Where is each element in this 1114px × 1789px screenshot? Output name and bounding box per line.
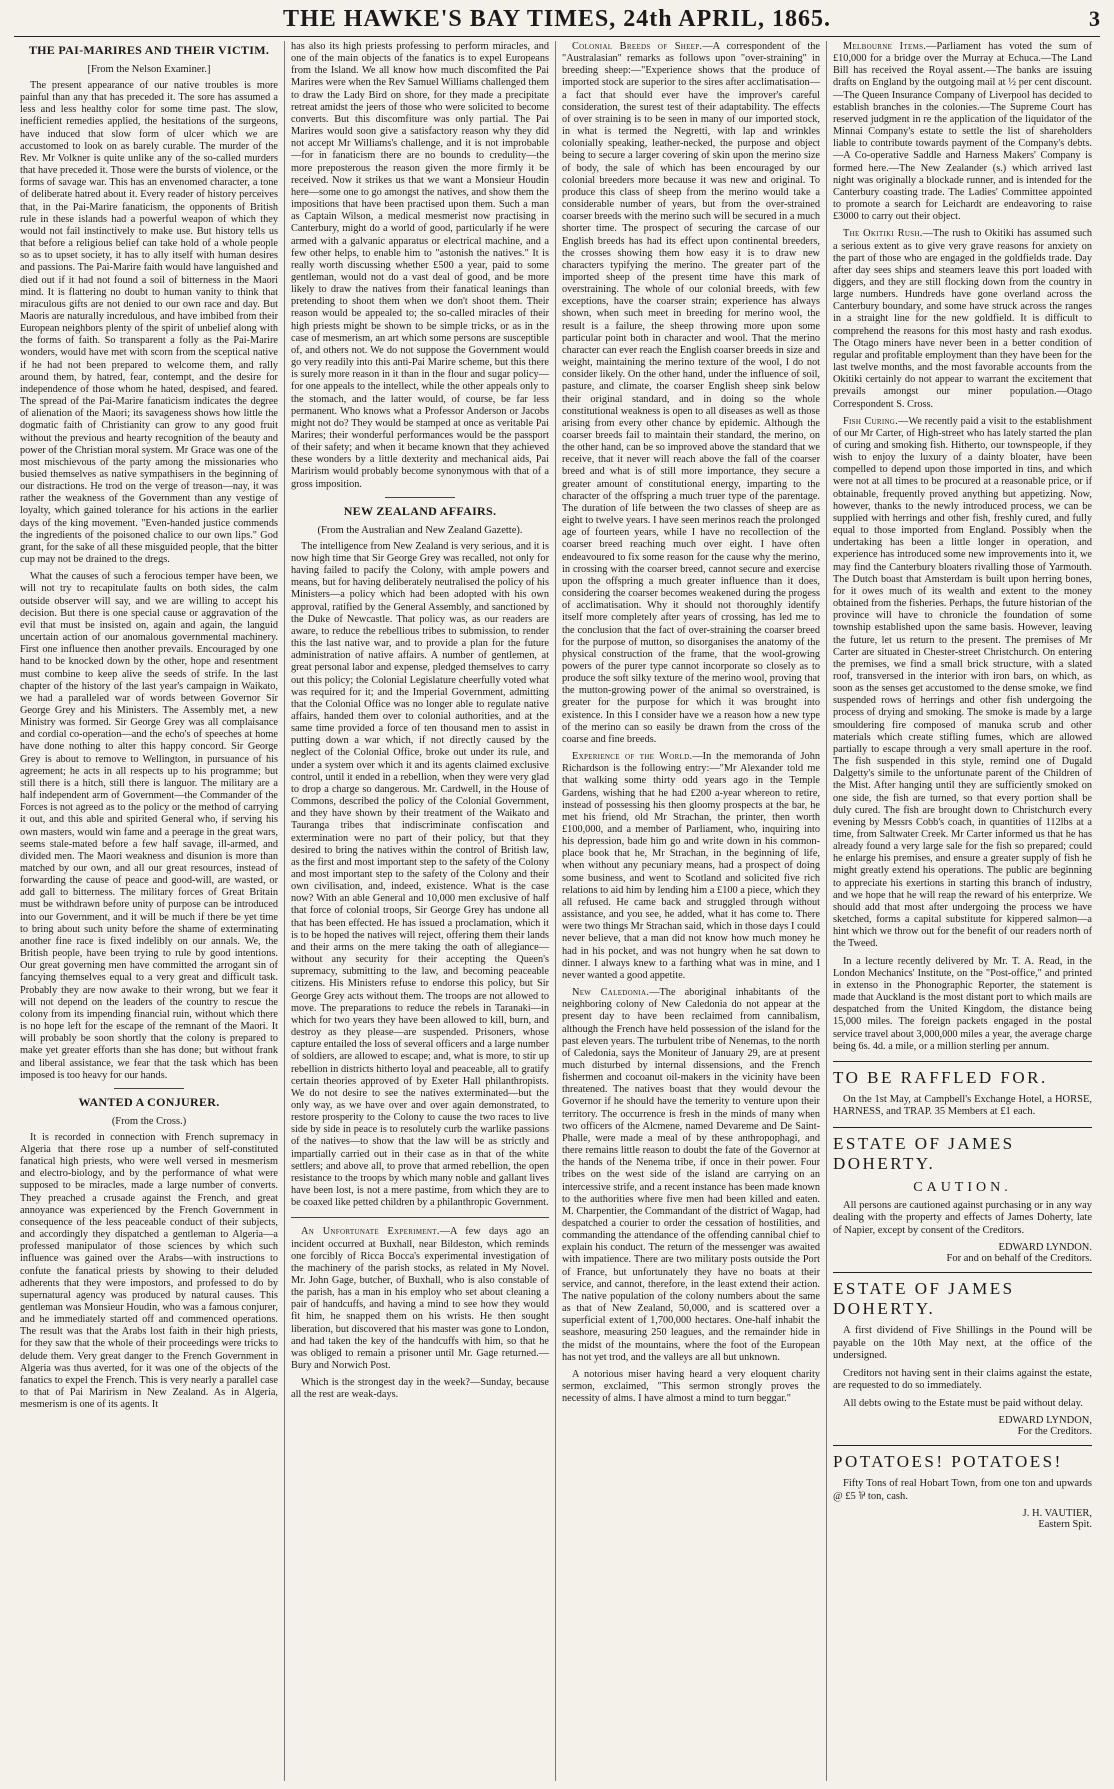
article-headline: WANTED A CONJURER. (78, 1094, 220, 1109)
news-item-lead: Colonial Breeds of Sheep. (572, 41, 703, 52)
news-item-body: —In the memoranda of John Richardson is the following entry:—"Mr Alexander told me that walking some thirty odd years ago in the Temple Gardens, wishing that he had £200 a-year whereon to retire, instead of possessing his then gloomy prospects at the bar, he met his friend, old Mr Strachan, the printer, then worth £100,000, and a member of Parliament, who, inquiring into his depression, bade him go and write down in his common-place book that he, Mr Strachan, in the beginning of life, when without any pecuniary means, had a prospect of doing some business, and went to Scotland and solicited five rich relations to aid him by lending him a £100 a piece, which they all refused. He came back and struggled through without assistance, and you see, he added, what it has come to. There were two things Mr Strachan said, which in those days I could never believe, that a man did not know how much money he had in his pocket, and was not hungry when he sat down to dinner. I always knew to a farthing what was in mine, and I never wanted a good appetite. (562, 751, 821, 981)
news-item-lead: Fish Curing. (843, 415, 899, 427)
ad-body: A first dividend of Five Shillings in the Pound will be payable on the 10th May next, at the office of the undersigned. (833, 1325, 1092, 1362)
columns (14, 41, 1100, 1781)
column-1 (14, 41, 285, 1781)
divider (114, 1088, 184, 1089)
masthead (14, 6, 1100, 37)
advertisement-estate-dividend (833, 1272, 1092, 1437)
news-item (291, 1226, 549, 1372)
news-item-body: —Parliament has voted the sum of £10,000 for a bridge over the Murray at Echuca.—The Land Bill has received the Royal assent.—The banks are issuing drafts on England by the outgoing mail at ½ per cent discount.—The Queen Insurance Company of Liverpool has decided to establish branches in the colonies.—The Supreme Court has reserved judgment in re the application of the liquidator of the Minnai Company's estate to settle the list of shareholders liable to contribute towards payment of the Company's debts.—A Co-operative Saddle and Harness Makers' Company is formed here.—The New Zealander (s.) which arrived last night was originally a blockade runner, and is intended for the Canterbury coasting trade. The Ladies' Committee appointed to promote a search for Leichardt are endeavoring to raise £3000 to carry out their object. (833, 41, 1092, 223)
page-number: 3 (1089, 6, 1100, 31)
news-item (833, 416, 1092, 951)
divider (385, 497, 455, 498)
news-item-body: —We recently paid a visit to the establishment of our Mr Carter, of High-street who has lately started the plan of curing and smoking fish. Hitherto, our townspeople, if they wish to enjoy the luxury of a dainty bloater, have been compelled to depend upon those imported in tins, and which were not at all times to be procured at a reasonable price, or if obtainable, frequently proved anything but appetizing. Now, however, thanks to the newly introduced process, we can be supplied with herrings and other fish, freshly cured, and fully equal to those imported from England. Possibly when the undertaking has been a little longer in operation, and experience has introduced some new improvements into it, we may find the Canterbury bloaters rivalling those of Yarmouth. The Dutch boast that Amsterdam is built upon herring bones, for it owes much of its wealth and extent to the money obtained from the fisheries. Perhaps, the future historian of the province will have to chronicle the foundation of some township established upon the same basis. However, leaving the future, let us return to the present. The premises of Mr Carter are situated in Chester-street Christchurch. On entering the premises, we find a small brick structure, with a slated roof, transversed in the interior with iron bars, on which, as soon as the senses get accustomed to the dense smoke, we find suspended rows of herrings and other fish undergoing the process of drying and smoking. The smoke is made by a large smouldering fire composed of manuka scrub and other materials which create stifling fumes, which are allowed partially to escape through a very small aperture in the roof. The fish suspended in this style, remind one of Dugald Dalgetty's simile to the unfortunate parent of the Children of the Mist. After hanging until they are sufficiently smoked on one side, the fish are turned, so that every portion shall be duly cured. The fish are brought down to Christchurch every evening by Messrs Cobb's coach, in quantities of 112lbs at a time, from Saltwater Creek. Mr Carter informed us that he has already found a very large sale for the fish so prepared; could he enlarge his premises, and ensure a greater supply of fish he might greatly extend his operations. The public are beginning to appreciate his exertions in starting this branch of industry, and we hope that he will reap the reward of his enterprize. We should add that most after undergoing the process we have sketched, forms a capital substitute for kippered salmon—a hint which we throw out for the benefit of our readers north of the Tweed. (833, 415, 1092, 950)
ad-body: Creditors not having sent in their claims against the estate, are requested to do so immediately. (833, 1367, 1092, 1392)
article-headline: THE PAI-MARIRES AND THEIR VICTIM. (28, 43, 270, 57)
news-item (562, 751, 820, 982)
news-item: In a lecture recently delivered by Mr. T. A. Read, in the London Mechanics' Institute, on the "Post-office," and printed in extenso in the Phonographic Reporter, the statement is made that Auckland is the most distant port to which mails are despatched from the United Kingdom, the distance being 15,000 miles. The foreign packets engaged in the postal service travel about 3,000,000 miles a year, the average charge being 6s. 4d. a mile, or a million sterling per annum. (833, 955, 1092, 1052)
article-source: (From the Cross.) (111, 1115, 187, 1127)
article-headline: NEW ZEALAND AFFAIRS. (343, 503, 497, 518)
ad-subheading: CAUTION. (913, 1179, 1012, 1195)
ad-signature: EDWARD LYNDON. (998, 1242, 1092, 1254)
news-item-body: —The aboriginal inhabitants of the neighboring colony of New Caledonia do not appear at the present day to have been reclaimed from cannibalism, although the French have held possession of the island for the past eleven years. The turbulent tribe of Nenemas, to the north of Caledonia, says the Moniteur of January 29, are at present much disturbed by internal dissensions, and the French fishermen and cocoanut oil-makers in the vicinity have been threatened. The natives boast that they would devour the Governor if he should have the temerity to venture upon their territory. The occurrence is fresh in the minds of many when two officers of the Alcmene, named Devareme and De Saint-Phalle, were made a meal of by these anthropophagi, and there remains little reason to doubt the fate of the Governor at the hands of the Nenema tribe, if once in their power. Four tribes on the west side of the island are carrying on an intercessive strife, and a recent instance has been made known to the authorities where five men had been killed and eaten. M. Charpentier, the Commandant of the district of Wagap, had despatched a courier to order the cessation of hostilities, and commanding the attendance of the offending cannibal chief to explain his conduct. The return of the messenger was awaited with impatience. There are two military posts outside the Port of France, but unfortunately they have no boats at their service, and cannot, therefore, in the least extend their action. The native population of the colony numbers about the same as that of New Zealand, 50,000, and is scattered over a superficial extent of 1,700,000 hectares. One-half inhabit the seashore, measuring 250 leagues, and the remainder hide in the midst of the mountains, where the foot of the European has not yet trod, and the valleys are all but unknown. (562, 987, 820, 1363)
ad-heading: POTATOES! POTATOES! (833, 1452, 1063, 1472)
ad-heading: TO BE RAFFLED FOR. (833, 1067, 1048, 1087)
ad-heading: ESTATE OF JAMES DOHERTY. (833, 1279, 1015, 1319)
divider (291, 1217, 549, 1218)
advertisement-raffle (833, 1061, 1092, 1119)
article-paragraph: It is recorded in connection with French supremacy in Algeria that there rose up a number of self-constituted fanatical high priests, who were well versed in mesmerism and electro-biology, and by the performance of what were supposed to be miracles, made a large number of converts. They preached a crusade against the French, and great annoyance was experienced by the French Government in consequence of the less peaceable conduct of their subjects, and accordingly they dispatched a gentleman to Algeria—a professed manipulator of those sciences by which such influence was gained over the Arabs—with instructions to confute the fanatical priests by showing to their deluded adherents that they were impostors, and professed to do by supernatural agency was produced by natural causes. This gentleman was Monsieur Houdin, who was a famous conjurer, and he immediately started off and commenced operations. The result was that the Arabs lost faith in their high priests, for they saw that the whole of their proceedings were tricks to delude them. Very great danger to the French Government in Algeria was thus averted, for it was one of the objects of the fanatics to expel the French. This is very nearly a parallel case to that of Pai Marirism in New Zealand. As in Algeria, mesmerism is one of its agents. It (20, 1131, 278, 1411)
article-paragraph: What the causes of such a ferocious temper have been, we will not try to recapitulate faults on both sides, the calm outside observer will say, and we are willing to accept his decision. But there is one special cause or aggravation of the evil that must be insisted on, again and again, the languid uncertain action of our anomalous governmental machinery. First one influence then another prevails. Encouraged by one hand to be knocked down by the other, hope and resentment must combine to keep alive the seeds of strife. In the last chapter of the history of the last year's campaign in Waikato, we had a paralleled war of words between Governor Sir George Grey and his Ministers. The Assembly met, a new Ministry was formed. Sir George Grey was all complaisance and cordial co-operation—and the echo's of speeches at home have done nothing to alter this happy concord. Sir George Grey is about to remove to Wellington, in pursuance of his agreement; he acts in all respects up to his programme; but still there is a hitch, still there is languor. The military are a half independent arm of Government—the Commander of the Forces is not agreed as to the policy or the method of carrying it out, and this able and spirited General who, if serving his own masters, would win fame and a peerage in the great wars, seems stale-mated before a few half savage, ill-armed, and divided men. The Maori weakness and disunion is more than matched by our own, and all our great resources, instead of forwarding the cause of peace and good-will, are wasted, or add gall to bitterness. The military forces of Great Britain must be withdrawn before unity of purpose can be introduced into our Government, and it will be much if there be yet time to bring about such unity before the shame of exterminating another fine race is fixed indelibly on our annals. We, the British people, have been trying to rule by good intentions. Our great governing men have committed the arrogant sin of fancying themselves equal to a very great and difficult task. Probably they are now awake to their wrong, but we fear it will not depend on the leaders of the country to rescue the colony from its impending financial ruin, without which there is no hope left for the escape of the remnant of the Maori. It will probably be soon shortly that the colony is prepared to make yet greater efforts than she has done; but without frank and liberal assistance, we fear that the task which has been imposed is too heavy for our hands. (20, 571, 278, 1081)
ad-body: On the 1st May, at Campbell's Exchange Hotel, a HORSE, HARNESS, and TRAP. 35 Members at £1 each. (833, 1093, 1092, 1118)
ad-body: All persons are cautioned against purchasing or in any way dealing with the property and effects of James Doherty, late of Napier, except by consent of the Creditors. (833, 1199, 1092, 1236)
article-source: [From the Nelson Examiner.] (87, 64, 211, 75)
news-item-lead: Melbourne Items. (843, 41, 927, 52)
news-item-body: —The rush to Okitiki has assumed such a serious extent as to give very grave reasons for anxiety on the part of those who are engaged in the goldfields trade. Day after day sees ships and steamers leave this port loaded with diggers, and they are still flocking down from the country in large numbers. Hundreds have gone overland across the Canterbury boundary, and some have struck across the ranges in a straight line for the new goldfield. It is difficult to comprehend the reasons for this most hasty and rash exodus. The Otago miners have never been in a better condition of regular and profitable employment than they have been for the last twelve months, and the most favorable accounts from the Okitiki certainly do not appear to warrant the excitement that prevails amongst our miner population.—Otago Correspondent S. Cross. (833, 228, 1092, 410)
news-item-lead: An Unfortunate Experiment. (301, 1226, 440, 1238)
article-source: (From the Australian and New Zealand Gazette). (317, 524, 523, 536)
news-item-lead: New Caledonia. (572, 987, 650, 999)
ad-heading: ESTATE OF JAMES DOHERTY. (833, 1133, 1015, 1173)
news-item: Which is the strongest day in the week?—Sunday, because all the rest are weak-days. (291, 1377, 549, 1401)
ad-body: Fifty Tons of real Hobart Town, from one ton and upwards @ £5 ⅌ ton, cash. (833, 1478, 1092, 1502)
ad-signature-note: For the Creditors. (1017, 1426, 1092, 1438)
news-item (833, 41, 1092, 223)
advertisement-estate-caution (833, 1127, 1092, 1265)
news-item-body: —A correspondent of the "Australasian" remarks as follows upon "over-straining" in breeding sheep:—"Experience shows that the produce of imported stock are superior to the sires after acclimatisation—a fact that should ever have the improver's careful consideration, the surest test of their adaptability. The effects of over straining is to be seen in many of our imported stock, in what is termed the Negretti, with lap and wrinkles colonially speaking, leather-necked, the purpose and object being to secure a larger covering of skin upon the merino size of body, the sale of which has been encouraged by our colonial breeders more because it was new and original. To produce this class of sheep from the merino would take a considerable number of years, but from the over-strained coarser breeds with the merino such will be secured in a much shorter time. The prospect of securing the carcase of our English breeds has had its effect upon continental breeders, the crosses showing them how easy it is to draw new characters typifying the merino. The greater part of the imported sheep of the present time have this mark of overstraining. The whole of our colonial breeds, with few exceptions, have the coarser strain; experience has always shown, when such meet in breeding for merino wool, the result is a failure, the sheep throwing more upon some particular point both in character and wool. That the merino character can ever reach the English coarser breeds in size and weight, maintaining the merino texture of the wool, I do not consider likely. On the other hand, under the influence of soil, pasture, and climate, the coarser English sheep sink below their original standard, and in doing so the whole constitutional weakness is open to all diseases as well as those arising from every other chance by epidemic. Although the coarser breeds fail to maintain their standard, the merino, on the other hand, can be so improved above the standard that we receive, that it never will reach above the fall of the coarser breed and what is of still more importance, they secure a greater amount of constitutional energy, imparting to the character of the offspring a much truer type of the parentage. The duration of life between the two classes of sheep are as eight to twelve years. I have seen merinos reach the prolonged age of fourteen years, while I have no recollection of the coarser breed reaching much over eight. I have often endeavoured to fix some reason for the cause why the merino, in crossing with the coarser breed, cannot secure and exercise upon the offspring a much greater influence than it does, considering the coarser becomes weakened during the progess of acclimatisation. Why it should not thoroughly identify itself more completely after years of crossing, has led me to the conclusion that the fact of over-straining the coarser breed for the purpose of mutton, so disorganises the anatomy of the physical construction of the frame, that the wool-growing powers of the purer type cannot incorporate so closely as to produce the soft silky texture of the merino wool, proving that the mutton-growing power of the animal so overstrained, is greater for the purpose for which it was brought into existence. In this I consider have we a reason how a new type of the merino can so easily be drawn from the cross of the coarse and fine breeds. (562, 41, 821, 745)
article-paragraph: has also its high priests professing to perform miracles, and one of the main objects of the fanatics is to expel Europeans from the Island. We all know how much discomfited the Pai Marires were when the Rev Samuel Williams challenged them to draw the Lady Bird on shore, for they made a precipitate retreat amidst the jeers of those who were solicited to become converts. But this discomfiture was only partial. The Pai Marires would soon give a satisfactory reason why they did not accept Mr Williams's challenge, and it is not improbable—for in fanaticism there are no bounds to credulity—the more preposterous the reason given the more firmly it be received. Now it strikes us that we want a Monsieur Houdin here—some one to go amongst the natives, and show them the impositions that have been practised upon them. Such a man as Captain Wilson, a medical mesmerist now practising in Canterbury, might do a world of good, particularly if he were armed with a galvanic apparatus or electrical machine, and a few other helps, to enable him to "astonish the natives." It is really worth discussing whether £500 a year, paid to some gentleman, would not do a vast deal of good, and be more likely to draw the natives from their fanatical leanings than pretending to shoot them when we don't shoot them. Their reason would be appealed to; the so-called miracles of their high priests might be shown to be simple tricks, or as in the case of mesmerism, an art which some persons are susceptible of, and others not. We do not suppose the Government would go very readily into this anti-Pai Marire scheme, but this there is surely more reason in it than in the flour and sugar policy—for one appeals to the intellect, while the other appeals only to the stomach, and the latter would, of course, be far less permanent. Who knows what a Professor Anderson or Jacobs might not do? They would be stamped at once as veritable Pai Marires; their wonderful performances would be the passport of their safety; and when it became known that they achieved these wonders by a little dexterity and mechanical aids, Pai Marirism would probably become synonymous with that of a gross imposition. (291, 41, 549, 490)
ad-body: All debts owing to the Estate must be paid without delay. (843, 1397, 1083, 1409)
news-item: A notorious miser having heard a very eloquent charity sermon, exclaimed, "This sermon strongly proves the necessity of alms. I have almost a mind to turn beggar." (562, 1368, 820, 1405)
column-2 (285, 41, 556, 1781)
masthead-title: THE HAWKE'S BAY TIMES, 24th APRIL, 1865. (283, 6, 831, 32)
ad-signature-note: Eastern Spit. (1038, 1519, 1092, 1531)
column-4 (827, 41, 1098, 1781)
news-item (833, 228, 1092, 410)
news-item (562, 41, 820, 746)
article-paragraph: The intelligence from New Zealand is very serious, and it is now high time that Sir George Grey was recalled, not only for having failed to pacify the Colony, with ample powers and means, but for having deliberately neutralised the policy of his Ministers—a policy which had been adopted with his own approval, ratified by the General Assembly, and sanctioned by the Duke of Newcastle. That policy was, as our readers are aware, to reduce the rebellious tribes to submission, to render this the last native war, and to provide a plan for the future administration of native affairs. A number of gentlemen, at great personal labor and expense, pledged themselves to carry out this policy; the Colonial Legislature cheerfully voted what was required for it; and the Imperial Government, admitting that the Colonial Office was no longer able to regulate native affairs, handed them over to colonial authorities, and at the same time provided a force of ten thousand men to assist in putting down a war which, if not directly caused by the neglect of the Colonial Office, broke out under its rule, and under a system over which it and its agents claimed exclusive control, until it ended in a rebellion, when they were very glad to drop a charge so dangerous. Mr. Cardwell, in the House of Commons, described the policy of the Colonial Government, and they have shown by their treatment of the Waikato and Tauranga tribes that indiscriminate confiscation and extermination were no part of their policy, but that they desired to bring the natives within the control of British law, as the first and most important step to the safety of the Colony and most important step to the safety of the Colony and their own civilisation, and, indeed, existence. What is the case now? With an able General and 10,000 men exclusive of half that force of colonial troops, Sir George Grey has undone all that has been effected. He has issued a proclamation, which it is to be hoped the natives will reject, offering them their lands and their arms on the mere taking the oath of allegiance—without any security for their accepting the Queen's supremacy, submitting to the law, and becoming peaceable citizens. His Ministers refuse to endorse this policy, but Sir George Grey acts without them. The troops are not allowed to move. The preparations to reduce the rebels in Taranaki—in which for two years they have been allowed to kill, burn, and destroy as they please—are suspended. Prisoners, whose capture entailed the loss of several officers and a large number of soldiers, are allowed to escape; and, what is more, to stir up rebellion in districts hitherto loyal and peaceable, all to gratify certain theories approved of by Exeter Hall philanthropists. We do not desire to see the natives exterminated—but the only way, as we have over and over again demonstrated, to restore prosperity to the Colony to cause the two races to live side by side in peace is to resolutely curb the warlike passions of the natives—to show that the law will be as strictly and impartially carried out in their case as in that of the white settlers; and above all, to prove that armed rebellion, the open resistance to the troops by which many noble and gallant lives have been lost, is not a mere pastime, from which they are to be coaxed like petted children by a philanthropic Government. (291, 540, 549, 1209)
advertisement-potatoes (833, 1445, 1092, 1530)
article-paragraph: The present appearance of our native troubles is more painful than any that has preceded it. The sore has assumed a less and less healthy color for some time past. The slow, inefficient remedies applied, the hesitations of the surgeons, have induced that slow form of ulcer which we are accustomed to look on as barely curable. The murder of the Rev. Mr Volkner is quite unlike any of the so-called murders that have preceded it. Those were the bursts of violence, or the forms of savage war. This has an envenomed character, a tone of deliberate hatred about it. Every reader of history perceives that, in the Pai-Marire fanaticism, the opponents of British rule in these islands had a powerful weapon of which they would not fail instinctively to make use. But history tells us that before a religious belief can take hold of a whole people so as to upset society, it has to ally itself with human desires and passions. The Pai-Marire faith would have languished and died out if it had not found a soil of bitterness in the Maori mind. It is flattering no doubt to human vanity to think that miraculous gifts are not denied to our own race and day. But Maoris are naturally incredulous, and have imbibed from their European neighbors plenty of the spirit of unbelief along with the forms of faith. So transparent a folly as the Pai-Marire wonders, would have met with scorn from the sceptical native if he had not been prepared to welcome them, and rally around them, by hatred, fear, contempt, and the desire for independence of those whom he hated, despised, and feared. The spread of the Pai-Marire fanaticism indicates the degree of alienation of the Maori; its savageness shows how little the dogmatic faith of Christianity can grow to any good fruit without the previous and hearty recognition of the beauty and power of the Christian moral system. Mr Grace was one of the most mischievous of the party among the missionaries who busied themselves as native sympathisers in the beginning of our distractions. He trod on the verge of treason—nay, it was rather the weakness of the Government than any vestige of loyalty, which gained tolerance for his actions in the earlier days of the king movement. "Even-handed justice commends the ingredients of the poisoned chalice to our own lips." God grant, for the sake of all these misguided people, that the bitter cup may not be drained to the dregs. (20, 80, 278, 566)
news-item-body: —A few days ago an incident occurred at Buxhall, near Bildeston, which reminds one forcibly of Ricca Bocca's experimental investigation of the machinery of the parish stocks, as related in My Novel. Mr. John Gage, butcher, of Buxhall, who is also constable of the parish, has a man in his employ who set about cleaning a pair of handcuffs, and having a mind to see how they would fit him, he snapped them on his wrists. He then sought liberation, but discovered that his master was gone to London, and had taken the key of the handcuffs with him, so that he was obliged to remain a prisoner until Mr. Gage returned.—Bury and Norwich Post. (291, 1226, 550, 1372)
ad-signature-note: For and on behalf of the Creditors. (946, 1253, 1092, 1265)
news-item-lead: Experience of the World. (572, 751, 693, 763)
ad-signature: EDWARD LYNDON, (998, 1415, 1092, 1427)
news-item-lead: The Okitiki Rush. (843, 228, 923, 240)
news-item (562, 987, 820, 1364)
column-3 (556, 41, 827, 1781)
ad-signature: J. H. VAUTIER, (1022, 1508, 1092, 1520)
